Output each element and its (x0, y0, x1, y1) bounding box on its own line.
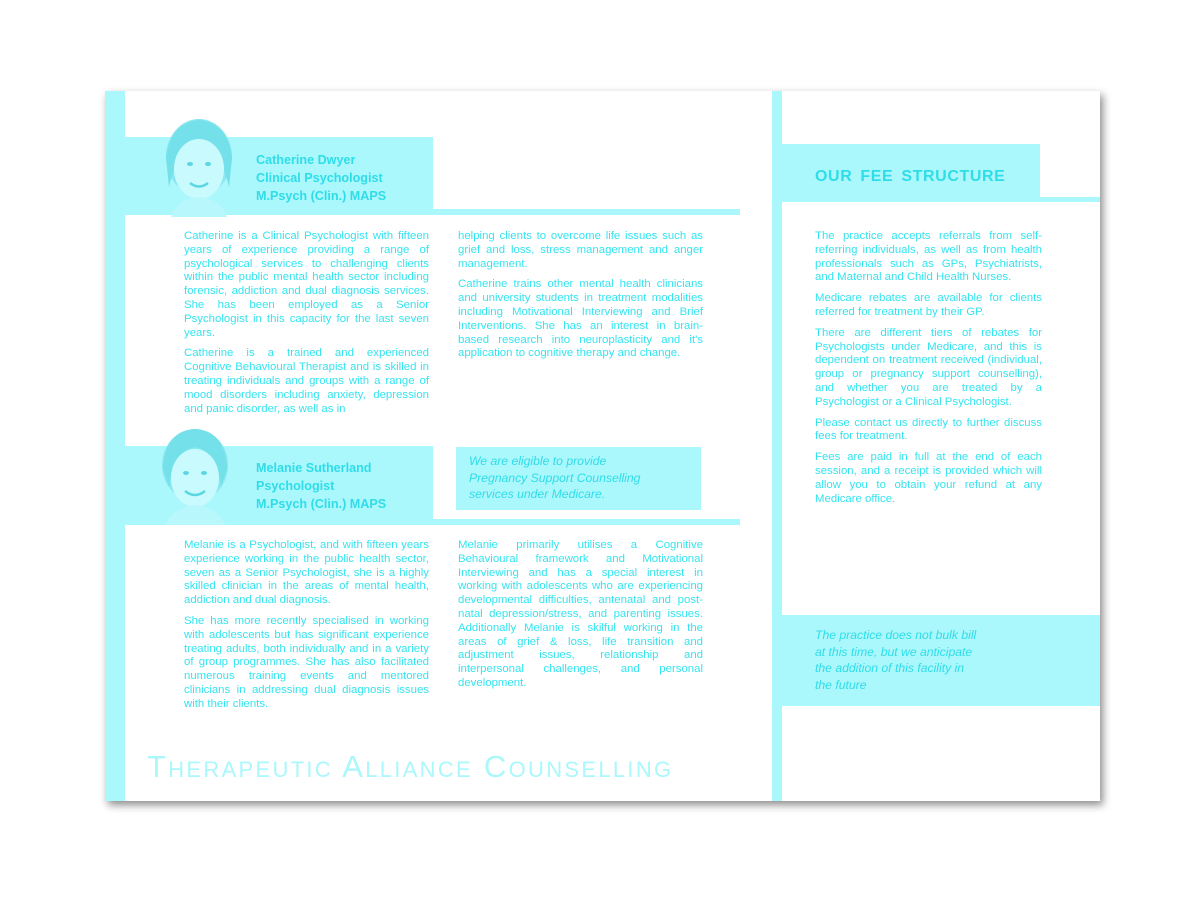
note-line: The practice does not bulk bill (815, 628, 977, 642)
melanie-bio-column-2 (458, 539, 703, 698)
fee-paragraph: The practice accepts referrals from self-referring individuals, as well as from health professionals such as GPs, Psychiatrists, and Maternal and Child Health Nurses. (815, 230, 1042, 284)
profile-header-melanie (256, 459, 386, 513)
profile-credentials: M.Psych (Clin.) MAPS (256, 497, 387, 511)
fee-paragraph: Please contact us directly to further discuss fees for treatment. (815, 416, 1042, 443)
profile-name: Catherine Dwyer (256, 153, 356, 167)
profile-header-catherine (256, 151, 386, 205)
fee-title-divider (782, 197, 1100, 202)
bio-paragraph: Catherine is a trained and experienced Cognitive Behavioural Therapist and is skilled in treating individuals and groups with a range of mood disorders including anxiety, depression and panic disorder, as well as in (184, 347, 429, 415)
catherine-dwyer-photo (159, 117, 239, 217)
note-line: the addition of this facility in (815, 661, 965, 675)
center-fold-band (772, 91, 782, 801)
callout-line: Pregnancy Support Counselling (469, 470, 641, 485)
note-line: the future (815, 677, 867, 692)
bio-paragraph: She has more recently specialised in working with adolescents but has significant experience treating adults, both individually and in a variety of group programmes. She has also facilitated numerous training events and mentored clinicians in addressing dual diagnosis issues with their clients. (184, 614, 429, 710)
profile-role: Psychologist (256, 479, 335, 493)
note-line: at this time, but we anticipate (815, 644, 973, 659)
fee-structure-body (815, 230, 1042, 513)
fee-structure-title: OUR FEE STRUCTURE (815, 168, 1006, 185)
melanie-sutherland-photo (155, 425, 235, 525)
left-margin-band (105, 91, 125, 801)
brochure-spread (105, 91, 1100, 801)
pregnancy-callout-text (469, 453, 640, 503)
bulk-bill-note (815, 627, 976, 693)
profile-role: Clinical Psychologist (256, 171, 383, 185)
bio-paragraph: Melanie primarily utilises a Cognitive Behavioural framework and Motivational Interviewing and has a special interest in working with adolescents who are experiencing developmental difficulties, antenatal and post-natal depression/stress, and parenting issues. Additionally Melanie is skilful working in the areas of grief & loss, life transition and adjustment issues, relationship and interpersonal challenges, and personal development. (458, 539, 703, 689)
bio-paragraph: Catherine is a Clinical Psychologist with fifteen years of experience providing a range of psychological services to challenging clients within the public mental health sector including forensic, addiction and dual diagnosis services. She has been employed as a Senior Psychologist in this capacity for the last seven years. (184, 230, 429, 339)
profile-name: Melanie Sutherland (256, 461, 372, 475)
fee-paragraph: There are different tiers of rebates for Psychologists under Medicare, and this is dependent on treatment received (individual, group or pregnancy support counselling), and whether you are treated by a Psychologist or a Clinical Psychologist. (815, 326, 1042, 408)
callout-line: We are eligible to provide (469, 454, 607, 468)
bio-paragraph: Melanie is a Psychologist, and with fifteen years experience working in the public health sector, seven as a Senior Psychologist, she is a highly skilled clinician in the areas of mental health, addiction and dual diagnosis. (184, 539, 429, 607)
profile-credentials: M.Psych (Clin.) MAPS (256, 189, 387, 203)
melanie-bio-column-1 (184, 539, 429, 719)
fee-paragraph: Medicare rebates are available for clients referred for treatment by their GP. (815, 292, 1042, 318)
callout-line: services under Medicare. (469, 487, 606, 501)
bio-paragraph: Catherine trains other mental health clinicians and university students in treatment modalities including Motivational Interviewing and Brief Interventions. She has an interest in brain-based research into neuroplasticity and it's application to cognitive therapy and change. (458, 278, 703, 360)
catherine-bio-column-1 (184, 230, 429, 423)
practice-name-footer: Therapeutic Alliance Counselling (147, 749, 674, 784)
bio-paragraph: helping clients to overcome life issues such as grief and loss, stress management and anger management. (458, 230, 703, 270)
catherine-bio-column-2 (458, 230, 703, 368)
fee-paragraph: Fees are paid in full at the end of each session, and a receipt is provided which will allow you to obtain your refund at any Medicare office. (815, 451, 1042, 505)
